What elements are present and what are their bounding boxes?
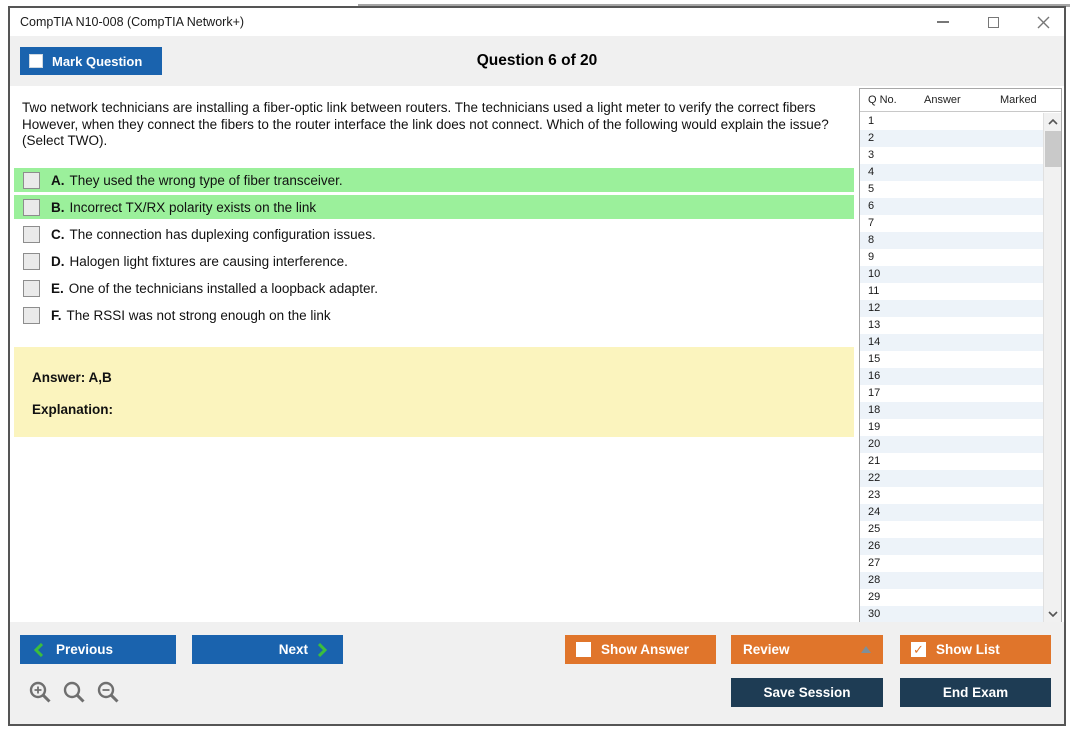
options-list xyxy=(14,168,854,330)
question-list-row[interactable]: 15 xyxy=(868,353,881,365)
question-list-row[interactable]: 4 xyxy=(860,164,1044,181)
question-list-row[interactable]: 22 xyxy=(860,470,1044,487)
question-list-row[interactable]: 25 xyxy=(868,523,881,535)
next-button[interactable] xyxy=(192,635,343,664)
question-list-row[interactable]: 21 xyxy=(868,455,881,467)
option-row[interactable] xyxy=(14,222,854,246)
option-checkbox[interactable] xyxy=(23,226,40,243)
option-letter: C. xyxy=(51,226,65,242)
title-bar xyxy=(10,8,1064,36)
previous-button[interactable] xyxy=(20,635,176,664)
show-list-label: Show List xyxy=(936,642,1000,657)
option-text: The RSSI was not strong enough on the link xyxy=(66,307,331,323)
chevron-right-icon xyxy=(318,643,327,657)
question-list-row[interactable]: 24 xyxy=(860,504,1044,521)
option-letter: A. xyxy=(51,172,65,188)
column-header-qno: Q No. xyxy=(868,94,897,106)
option-checkbox[interactable] xyxy=(23,172,40,189)
option-checkbox[interactable] xyxy=(23,307,40,324)
show-answer-checkbox[interactable] xyxy=(576,642,591,657)
option-row[interactable] xyxy=(14,195,854,219)
zoom-in-icon[interactable] xyxy=(28,680,53,710)
scroll-down-icon[interactable] xyxy=(1044,605,1062,622)
option-letter: E. xyxy=(51,280,64,296)
question-list-row[interactable]: 16 xyxy=(860,368,1044,385)
zoom-tools xyxy=(28,680,121,710)
question-list-row[interactable]: 23 xyxy=(868,489,881,501)
window-controls xyxy=(936,8,1050,36)
question-list-row[interactable]: 12 xyxy=(860,300,1044,317)
question-list-row[interactable]: 19 xyxy=(868,421,881,433)
option-checkbox[interactable] xyxy=(23,280,40,297)
question-list-row[interactable]: 27 xyxy=(868,557,881,569)
question-list-row[interactable]: 1 xyxy=(868,115,875,127)
review-label: Review xyxy=(743,642,790,657)
chevron-left-icon xyxy=(34,643,43,657)
option-letter: B. xyxy=(51,199,65,215)
app-window xyxy=(8,6,1066,726)
option-row[interactable] xyxy=(14,249,854,273)
scroll-up-icon[interactable] xyxy=(1044,113,1062,130)
zoom-out-icon[interactable] xyxy=(96,680,121,710)
question-list-row[interactable]: 13 xyxy=(868,319,881,331)
question-list-rows xyxy=(860,113,1044,622)
chevron-up-icon xyxy=(861,646,871,653)
question-list-panel xyxy=(859,88,1062,622)
option-row[interactable] xyxy=(14,276,854,300)
window-title: CompTIA N10-008 (CompTIA Network+) xyxy=(20,15,245,29)
show-answer-button[interactable] xyxy=(565,635,716,664)
option-text: Halogen light fixtures are causing interference. xyxy=(69,253,348,269)
previous-label: Previous xyxy=(56,642,114,657)
question-list-row[interactable]: 26 xyxy=(860,538,1044,555)
question-list-scrollbar[interactable] xyxy=(1043,113,1061,622)
option-text: One of the technicians installed a loopback adapter. xyxy=(68,280,378,296)
question-list-row[interactable]: 28 xyxy=(860,572,1044,589)
option-letter: D. xyxy=(51,253,65,269)
show-list-button[interactable] xyxy=(900,635,1051,664)
question-counter: Question 6 of 20 xyxy=(476,52,598,69)
option-checkbox[interactable] xyxy=(23,199,40,216)
column-header-answer: Answer xyxy=(924,94,961,106)
question-list-row[interactable]: 7 xyxy=(868,217,875,229)
end-exam-button[interactable] xyxy=(900,678,1051,707)
end-exam-label: End Exam xyxy=(942,685,1009,700)
question-list-row[interactable]: 8 xyxy=(860,232,1044,249)
question-list-row[interactable]: 3 xyxy=(868,149,875,161)
option-letter: F. xyxy=(51,307,62,323)
explanation-label: Explanation: xyxy=(32,402,114,417)
question-list-row[interactable]: 20 xyxy=(860,436,1044,453)
mark-question-label: Mark Question xyxy=(52,53,143,69)
show-answer-label: Show Answer xyxy=(601,642,690,657)
question-list-row[interactable]: 11 xyxy=(868,285,880,297)
option-text: Incorrect TX/RX polarity exists on the link xyxy=(69,199,317,215)
question-list-row[interactable]: 2 xyxy=(860,130,1044,147)
question-list-row[interactable]: 17 xyxy=(868,387,881,399)
question-list-row[interactable]: 6 xyxy=(860,198,1044,215)
header-strip xyxy=(10,36,1064,86)
answer-label: Answer: A,B xyxy=(32,370,112,385)
save-session-label: Save Session xyxy=(763,685,851,700)
close-icon[interactable] xyxy=(1036,15,1050,29)
option-text: The connection has duplexing configuration issues. xyxy=(69,226,376,242)
question-text: Two network technicians are installing a fiber-optic link between routers. The technicians used a light meter to verify the correct fibers However, when they connect the fibers to the router interface the link does not connect. Which of the following would explain the issue? (Select TWO). xyxy=(22,100,829,148)
question-list-row[interactable]: 5 xyxy=(868,183,875,195)
question-list-row[interactable]: 9 xyxy=(868,251,875,263)
next-label: Next xyxy=(278,642,308,657)
check-icon: ✓ xyxy=(913,642,924,657)
answer-panel xyxy=(14,347,854,437)
column-header-marked: Marked xyxy=(1000,94,1037,106)
show-list-checkbox[interactable] xyxy=(911,642,926,657)
question-list-row[interactable]: 14 xyxy=(860,334,1044,351)
scrollbar-thumb[interactable] xyxy=(1045,131,1061,167)
question-list-row[interactable]: 10 xyxy=(860,266,1044,283)
option-row[interactable] xyxy=(14,303,854,327)
maximize-icon[interactable] xyxy=(986,15,1000,29)
question-list-row[interactable]: 29 xyxy=(868,591,881,603)
question-list-row[interactable]: 18 xyxy=(860,402,1044,419)
save-session-button[interactable] xyxy=(731,678,883,707)
minimize-icon[interactable] xyxy=(936,15,950,29)
footer-bar xyxy=(10,622,1064,724)
mark-question-checkbox[interactable] xyxy=(29,54,43,68)
zoom-reset-icon[interactable] xyxy=(62,680,87,710)
option-checkbox[interactable] xyxy=(23,253,40,270)
option-row[interactable] xyxy=(14,168,854,192)
review-button[interactable] xyxy=(731,635,883,664)
option-text: They used the wrong type of fiber transceiver. xyxy=(69,172,343,188)
question-list-row[interactable]: 30 xyxy=(860,606,1044,622)
question-list-header xyxy=(860,89,1061,112)
mark-question-button[interactable] xyxy=(20,47,162,75)
